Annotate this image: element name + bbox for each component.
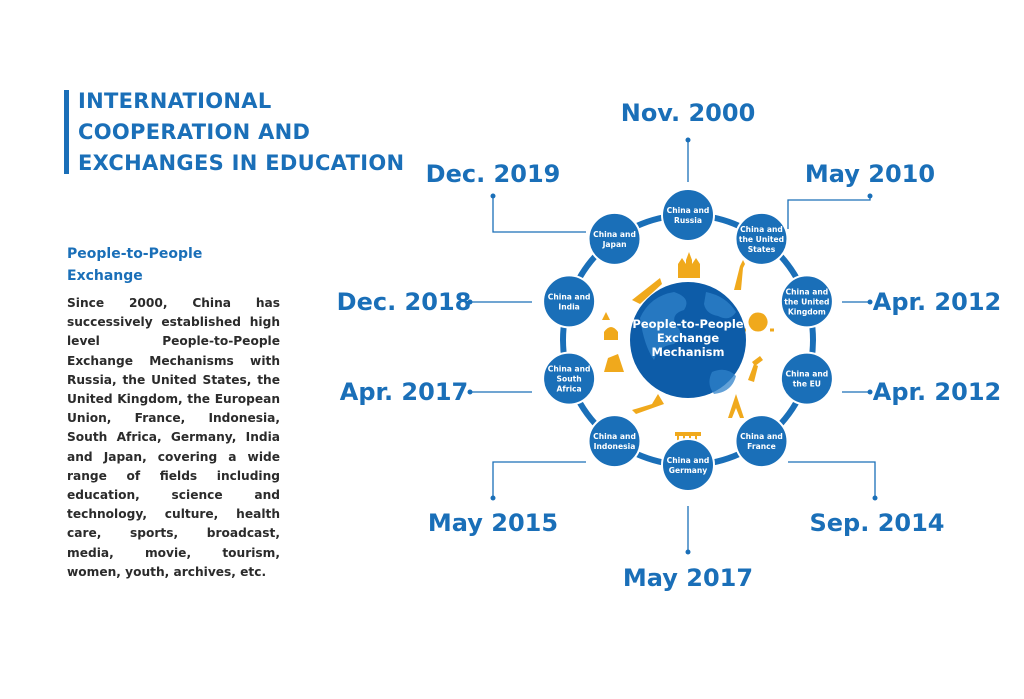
node-germany <box>662 439 714 491</box>
node-japan <box>589 213 641 265</box>
node-label-line: China and <box>547 292 591 302</box>
date-label-indonesia: May 2015 <box>427 509 559 537</box>
node-label-line: Indonesia <box>593 442 636 452</box>
node-circle-germany <box>662 439 714 491</box>
node-label-line: the United <box>738 234 785 244</box>
eiffel-landmark-icon <box>728 394 744 418</box>
node-label-line: the EU <box>792 379 821 389</box>
node-label-line: Japan <box>602 239 627 249</box>
date-label-south-africa: Apr. 2017 <box>339 378 469 406</box>
connector-dot-the-united-states <box>868 194 873 199</box>
connector-dot-france <box>873 496 878 501</box>
node-label-line: India <box>558 302 580 312</box>
subheading-line-2: Exchange <box>67 268 143 284</box>
section-body-text: Since 2000, China has successively established high level People-to-People Exchange Mechanisms with Russia, the United States, the United Kingdom, the European Union, France, Indonesia, South Africa, Germany, India and Japan, covering a wide range of fields including education, science and technology, culture, health care, sports, broadcast, media, movie, tourism, women, youth, archives, etc. <box>67 296 280 579</box>
date-label-japan: Dec. 2019 <box>425 160 561 188</box>
node-the-united-states <box>735 213 787 265</box>
title-line-2: COOPERATION AND <box>78 120 311 144</box>
connector-dot-indonesia <box>491 496 496 501</box>
connector-dot-the-eu <box>868 390 873 395</box>
title-line-3: EXCHANGES IN EDUCATION <box>78 151 405 175</box>
center-globe <box>630 282 746 398</box>
subheading-line-1: People-to-People <box>67 246 203 262</box>
node-label-line: States <box>747 244 776 254</box>
date-label-france: Sep. 2014 <box>809 509 945 537</box>
node-label-line: China and <box>666 456 710 465</box>
node-label-the-united-kingdom <box>784 287 829 316</box>
node-india <box>543 275 595 327</box>
center-label-line: Mechanism <box>651 345 725 359</box>
kremlin-landmark-icon <box>678 252 700 278</box>
node-circle-russia <box>662 189 714 241</box>
connector-france <box>788 462 875 498</box>
borobudur-landmark-icon <box>632 394 664 414</box>
node-label-line: Russia <box>673 216 703 225</box>
connector-dot-russia <box>686 138 691 143</box>
node-label-line: Africa <box>556 384 582 394</box>
node-label-line: China and <box>785 369 829 379</box>
node-label-germany <box>667 456 710 475</box>
node-label-line: China and <box>740 224 783 234</box>
node-label-line: Germany <box>668 466 708 475</box>
node-south-africa <box>543 353 595 405</box>
connector-dot-south-africa <box>468 390 473 395</box>
center-label-line: People-to-People <box>632 317 744 331</box>
taj-mahal-landmark-icon <box>602 312 618 340</box>
date-label-india: Dec. 2018 <box>336 288 472 316</box>
node-label-line: Kingdom <box>787 307 826 317</box>
big-ben-landmark-icon <box>742 314 774 330</box>
node-label-line: China and <box>785 287 829 297</box>
connector-japan <box>493 196 586 232</box>
node-label-line: China and <box>593 229 636 239</box>
node-the-eu <box>781 353 833 405</box>
table-mountain-landmark-icon <box>604 354 624 372</box>
node-russia <box>662 189 714 241</box>
node-label-line: France <box>747 442 776 452</box>
node-france <box>735 415 787 467</box>
title-line-1: INTERNATIONAL <box>78 89 272 113</box>
eu-landmark-icon <box>748 356 763 382</box>
connector-dot-germany <box>686 550 691 555</box>
liberty-statue-landmark-icon <box>734 260 745 290</box>
connector-dot-the-united-kingdom <box>868 300 873 305</box>
node-label-line: China and <box>593 432 636 442</box>
date-label-the-united-states: May 2010 <box>804 160 936 188</box>
connector-the-united-states <box>788 196 870 229</box>
center-label-line: Exchange <box>656 331 720 345</box>
node-indonesia <box>589 415 641 467</box>
node-label-indonesia <box>593 432 636 451</box>
connector-dot-japan <box>491 194 496 199</box>
node-label-line: the United <box>784 297 830 307</box>
date-label-germany: May 2017 <box>622 564 754 592</box>
node-label-line: China and <box>666 206 710 215</box>
date-label-the-united-kingdom: Apr. 2012 <box>872 288 1002 316</box>
node-label-line: China and <box>547 364 591 374</box>
node-label-line: South <box>556 374 582 384</box>
node-the-united-kingdom <box>781 275 833 327</box>
date-label-russia: Nov. 2000 <box>620 99 756 127</box>
node-label-line: China and <box>740 432 783 442</box>
date-label-the-eu: Apr. 2012 <box>872 378 1002 406</box>
connector-indonesia <box>493 462 586 498</box>
